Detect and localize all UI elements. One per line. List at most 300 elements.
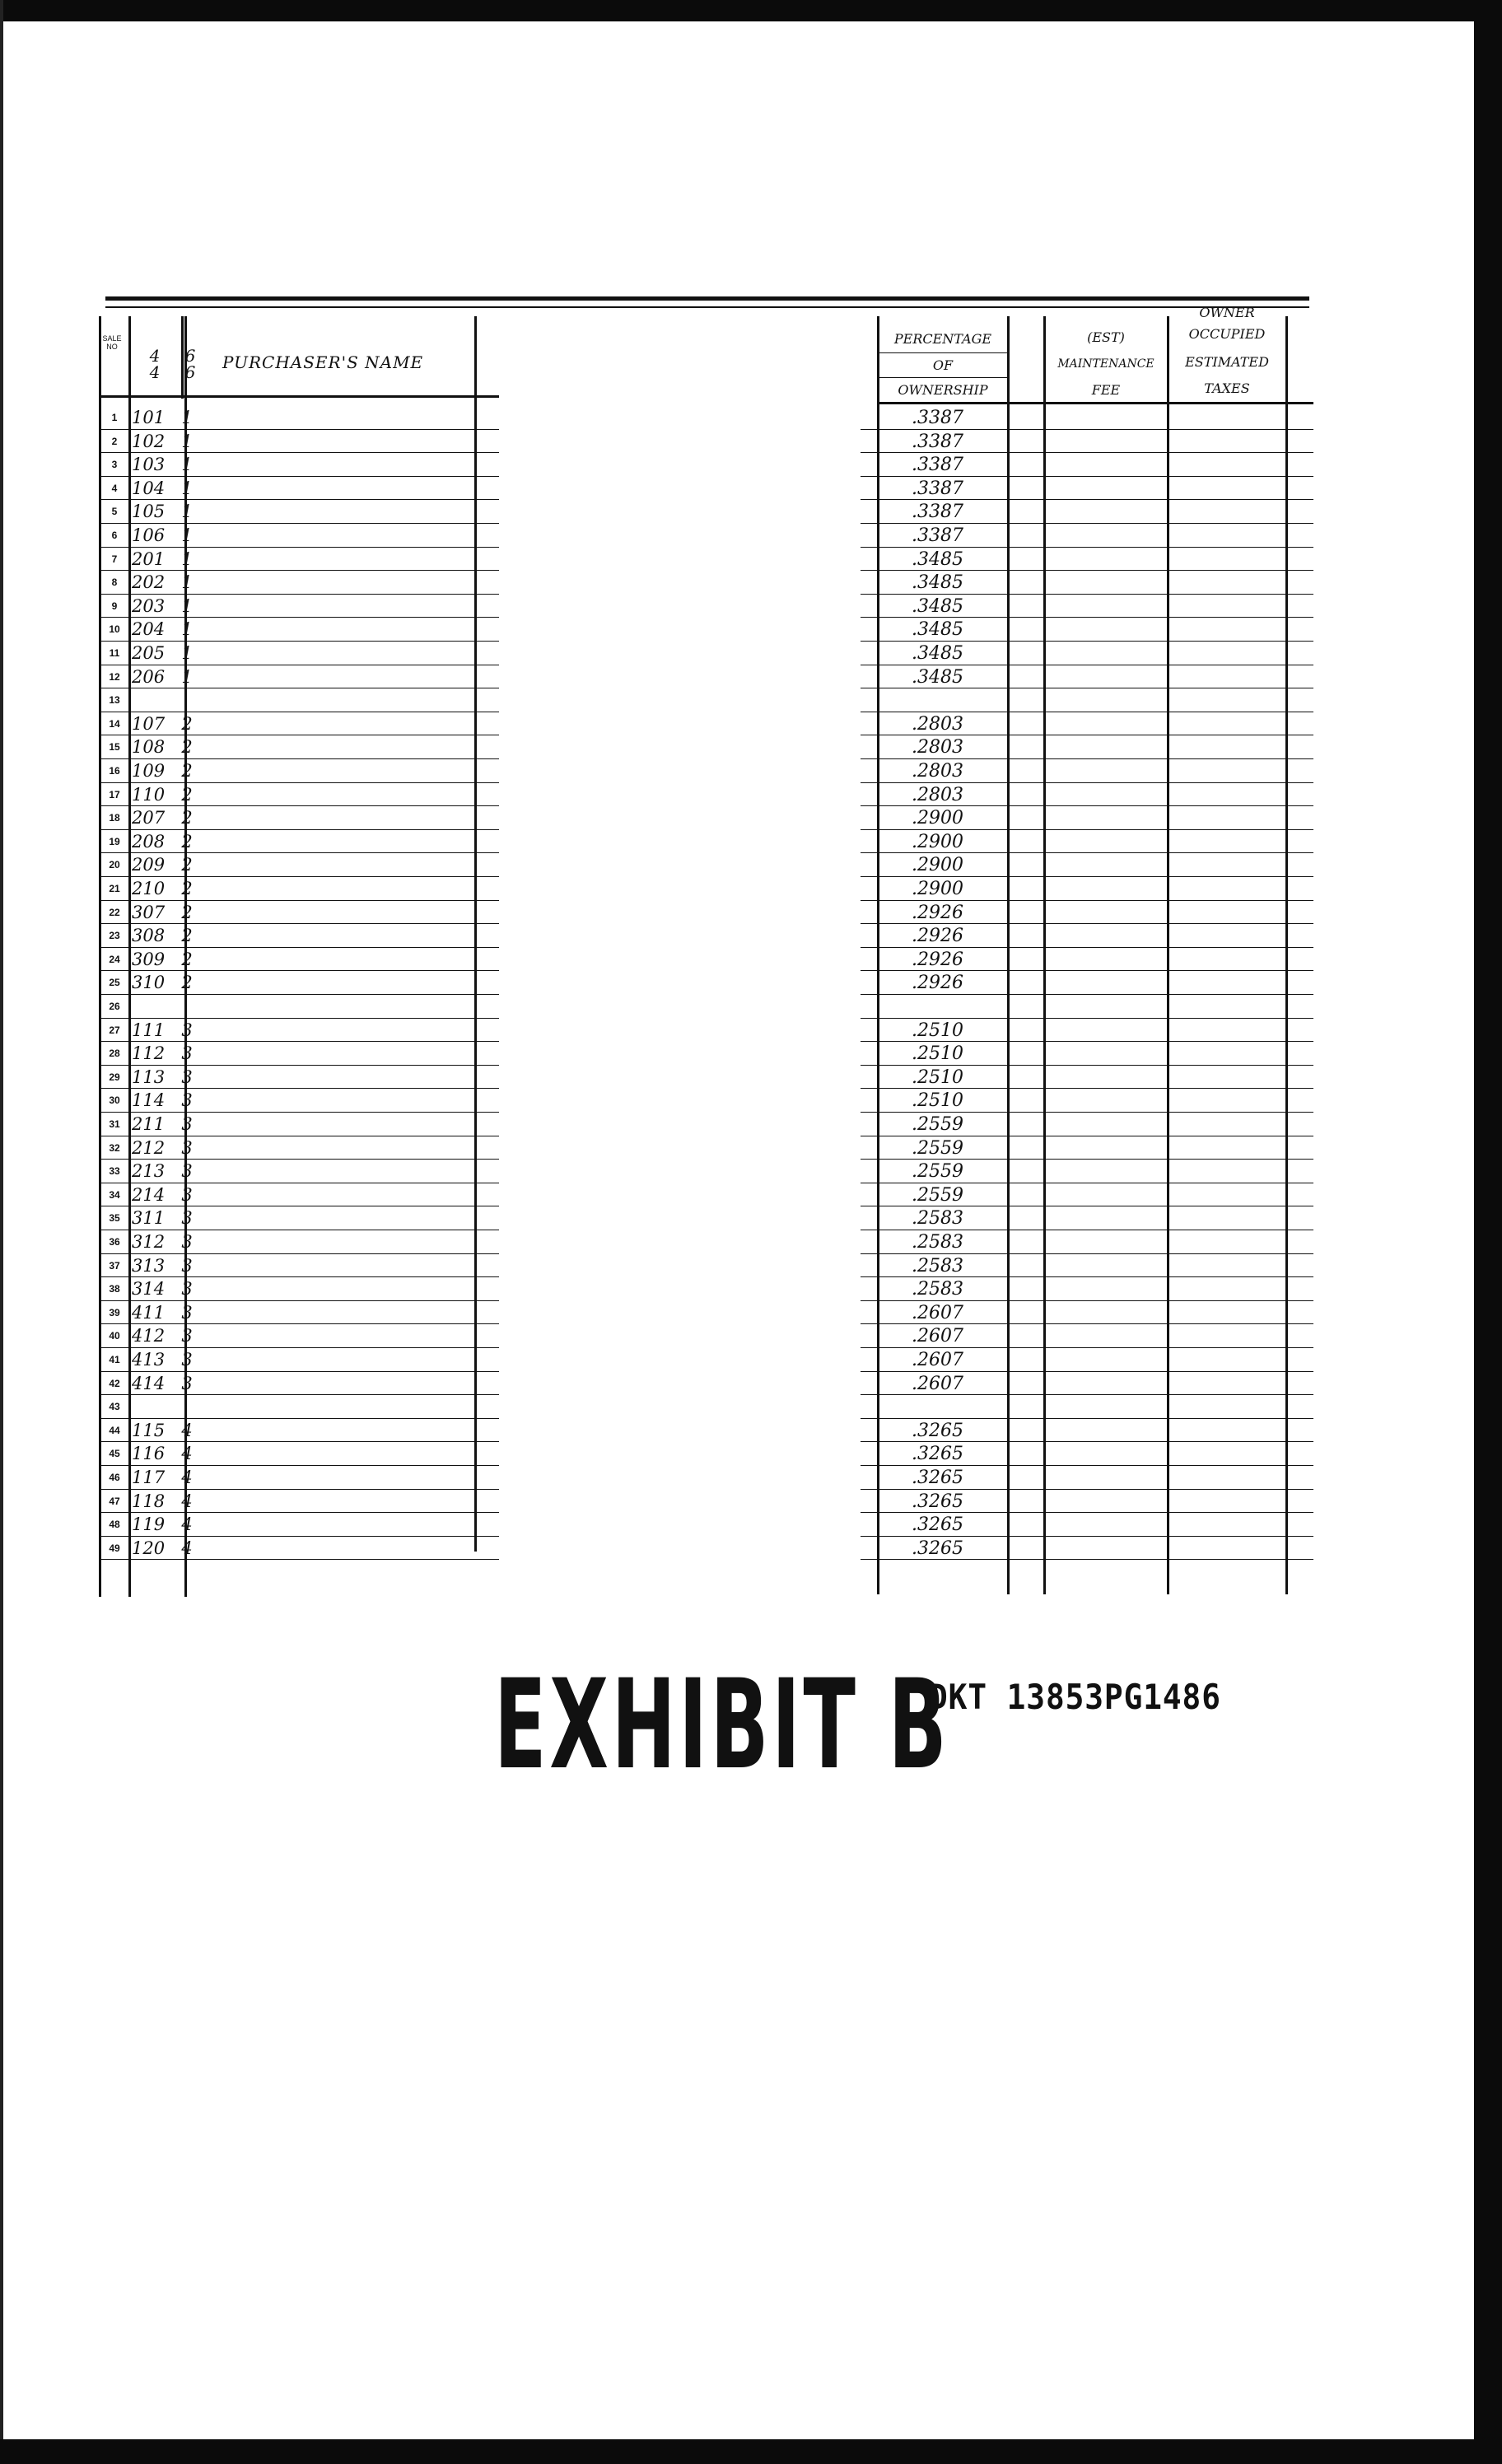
ledger-building-number: 3 <box>181 1208 193 1229</box>
ledger-row-number: 49 <box>109 1542 120 1554</box>
ledger-unit-number: 202 <box>132 572 166 593</box>
ledger-row-rule <box>99 1418 499 1419</box>
ledger-unit-number: 208 <box>132 831 166 852</box>
ledger-row-number: 8 <box>111 576 118 589</box>
ledger-unit-number: 213 <box>132 1161 166 1182</box>
ledger-unit-number: 210 <box>132 879 166 898</box>
ledger-row-number: 23 <box>109 930 120 942</box>
ownership-percentage: .3387 <box>912 408 963 428</box>
ownership-percentage: .2803 <box>912 761 963 782</box>
ledger-building-number: 1 <box>181 525 193 545</box>
ledger-row-rule <box>99 994 499 995</box>
ledger-left-border <box>99 316 101 1597</box>
ledger-row-number: 26 <box>109 1001 120 1012</box>
ledger-unit-number: 211 <box>132 1114 166 1134</box>
ledger-building-number: 3 <box>181 1090 193 1111</box>
ownership-percentage: .2583 <box>912 1208 963 1230</box>
ledger-row-rule <box>99 900 499 901</box>
scan-edge-bottom <box>0 2439 1502 2464</box>
ledger-building-number: 3 <box>181 1161 193 1182</box>
own-row-rule <box>861 547 1313 548</box>
ledger-unit-number: 313 <box>132 1255 166 1276</box>
ledger-row-rule <box>99 547 499 548</box>
own-row-rule <box>861 1394 1313 1395</box>
own-row-rule <box>861 1347 1313 1348</box>
own-row-rule <box>861 641 1313 642</box>
pct-header-3: OWNERSHIP <box>898 382 988 398</box>
own-row-rule <box>861 594 1313 595</box>
ledger-row-number: 7 <box>111 553 118 565</box>
ledger-row-number: 38 <box>109 1283 120 1295</box>
ownership-percentage: .2900 <box>912 879 963 899</box>
own-col-divider-3 <box>1167 316 1169 1594</box>
ledger-building-number: 2 <box>181 855 193 875</box>
ledger-row-rule <box>99 1018 499 1019</box>
ledger-unit-number: 214 <box>132 1184 166 1205</box>
ownership-percentage: .2583 <box>912 1255 963 1276</box>
ledger-row-number: 16 <box>109 765 120 777</box>
ownership-percentage: .2510 <box>912 1066 963 1088</box>
own-row-rule <box>861 1418 1313 1419</box>
ledger-unit-number: 204 <box>132 619 166 640</box>
pct-header-2: OF <box>932 357 954 373</box>
ledger-unit-number: 207 <box>132 808 166 828</box>
ownership-percentage: .3387 <box>912 502 963 523</box>
ledger-unit-number: 105 <box>132 502 166 522</box>
ledger-building-number: 2 <box>181 926 193 946</box>
ledger-unit-number: 308 <box>132 926 166 946</box>
ledger-unit-number: 205 <box>132 643 166 663</box>
ledger-row-number: 20 <box>109 859 120 871</box>
ledger-row-number: 15 <box>109 741 120 754</box>
ledger-row-number: 13 <box>109 694 120 707</box>
ledger-row-number: 11 <box>109 647 120 659</box>
ledger-row-number: 48 <box>109 1519 120 1531</box>
ownership-percentage: .2559 <box>912 1161 963 1183</box>
own-row-rule <box>861 1536 1313 1537</box>
own-row-rule <box>861 1512 1313 1513</box>
ledger-row-number: 10 <box>109 623 120 636</box>
header-rule-top <box>105 296 1309 301</box>
own-row-rule <box>861 805 1313 806</box>
own-row-rule <box>861 1041 1313 1042</box>
ledger-building-number: 4 <box>181 1420 193 1440</box>
own-row-rule <box>861 1300 1313 1301</box>
ledger-row-number: 47 <box>109 1495 120 1507</box>
ownership-percentage: .3485 <box>912 548 963 570</box>
ledger-building-number: 1 <box>181 408 193 427</box>
scan-edge-left <box>0 0 3 2464</box>
ledger-row-number: 14 <box>109 717 120 730</box>
ownership-percentage: .2926 <box>912 973 963 994</box>
ledger-building-number: 3 <box>181 1232 193 1252</box>
ledger-row-rule <box>99 1323 499 1324</box>
ledger-unit-number: 413 <box>132 1350 166 1370</box>
own-row-rule <box>861 523 1313 524</box>
ledger-row-number: 44 <box>109 1424 120 1436</box>
ownership-percentage: .3387 <box>912 478 963 499</box>
ledger-building-number: 2 <box>181 761 193 781</box>
ledger-row-rule <box>99 523 499 524</box>
ownership-percentage: .2559 <box>912 1184 963 1206</box>
tax-header-3: ESTIMATED <box>1185 354 1269 370</box>
own-header-rule-2 <box>877 377 1007 378</box>
own-row-rule <box>861 876 1313 877</box>
ledger-row-number: 37 <box>109 1259 120 1272</box>
tax-header-2: OCCUPIED <box>1188 326 1266 342</box>
ownership-percentage: .2900 <box>912 855 963 876</box>
fee-header-3: FEE <box>1091 382 1121 398</box>
ledger-row-rule <box>99 1347 499 1348</box>
ledger-row-rule <box>99 876 499 877</box>
ledger-header-rule <box>99 395 499 398</box>
ledger-building-number: 1 <box>181 478 193 498</box>
ledger-unit-number: 116 <box>132 1444 166 1464</box>
ownership-percentage: .2900 <box>912 808 963 829</box>
ledger-building-number: 2 <box>181 808 193 828</box>
ledger-row-number: 21 <box>109 883 120 894</box>
ledger-row-number: 36 <box>109 1236 120 1248</box>
ledger-unit-number: 108 <box>132 737 166 758</box>
ledger-row-rule <box>99 1253 499 1254</box>
ownership-percentage: .3485 <box>912 572 963 594</box>
ownership-percentage: .2510 <box>912 1020 963 1041</box>
own-row-rule <box>861 1489 1313 1490</box>
ledger-unit-number: 212 <box>132 1137 166 1158</box>
ownership-percentage: .2559 <box>912 1137 963 1159</box>
ledger-building-number: 4 <box>181 1538 193 1558</box>
ledger-row-number: 39 <box>109 1306 120 1318</box>
ledger-row-rule <box>99 1159 499 1160</box>
ownership-percentage: .2900 <box>912 831 963 852</box>
ledger-row-rule <box>99 1300 499 1301</box>
ownership-percentage: .2559 <box>912 1114 963 1135</box>
ledger-unit-number: 103 <box>132 455 166 475</box>
ownership-percentage: .2926 <box>912 926 963 947</box>
ownership-percentage: .3387 <box>912 455 963 476</box>
ledger-row-rule <box>99 570 499 571</box>
ledger-row-number: 41 <box>109 1354 120 1365</box>
ledger-unit-number: 209 <box>132 855 166 875</box>
own-row-rule <box>861 1276 1313 1277</box>
ledger-row-rule <box>99 1512 499 1513</box>
ownership-percentage: .2607 <box>912 1373 963 1394</box>
ownership-percentage: .2583 <box>912 1279 963 1300</box>
ledger-row-rule <box>99 1441 499 1442</box>
ledger-row-rule <box>99 829 499 830</box>
own-row-rule <box>861 1253 1313 1254</box>
ledger-row-rule <box>99 1276 499 1277</box>
ledger-unit-number: 120 <box>132 1538 166 1558</box>
ledger-unit-number: 102 <box>132 431 166 451</box>
own-row-rule <box>861 499 1313 500</box>
ledger-row-number: 5 <box>111 506 118 518</box>
own-row-rule <box>861 758 1313 759</box>
ownership-percentage: .3485 <box>912 595 963 617</box>
ledger-row-number: 43 <box>109 1401 120 1413</box>
ledger-row-rule <box>99 476 499 477</box>
own-row-rule <box>861 452 1313 453</box>
ownership-percentage: .3387 <box>912 431 963 452</box>
ledger-unit-number: 206 <box>132 666 166 687</box>
ownership-percentage: .3485 <box>912 666 963 688</box>
ledger-building-number: 1 <box>181 643 193 663</box>
ledger-row-number: 45 <box>109 1448 120 1460</box>
ownership-percentage: .3485 <box>912 643 963 664</box>
ledger-building-number: 2 <box>181 949 193 969</box>
ledger-row-number: 22 <box>109 906 120 918</box>
own-left-border <box>877 316 879 1594</box>
own-row-rule <box>861 852 1313 853</box>
ledger-unit-number: 101 <box>132 408 166 427</box>
ledger-unit-number: 110 <box>132 784 166 805</box>
ledger-row-rule <box>99 1536 499 1537</box>
own-col-divider-1 <box>1007 316 1010 1594</box>
ownership-percentage: .2803 <box>912 784 963 805</box>
ledger-row-rule <box>99 1112 499 1113</box>
ledger-building-number: 4 <box>181 1514 193 1535</box>
ownership-percentage: .3265 <box>912 1514 963 1536</box>
ledger-building-number: 1 <box>181 455 193 475</box>
ledger-unit-number: 312 <box>132 1232 166 1252</box>
ledger-building-number: 1 <box>181 502 193 522</box>
own-col-divider-4 <box>1285 316 1288 1594</box>
own-row-rule <box>861 1465 1313 1466</box>
ledger-row-number: 1 <box>111 412 118 423</box>
own-row-rule <box>861 570 1313 571</box>
ledger-right-border <box>474 316 477 1552</box>
own-row-rule <box>861 1323 1313 1324</box>
ledger-row-rule <box>99 758 499 759</box>
ledger-row-rule <box>99 429 499 430</box>
ledger-unit-number: 314 <box>132 1279 166 1300</box>
ledger-header-col-b: 6 6 <box>184 346 196 382</box>
ledger-row-number: 19 <box>109 835 120 847</box>
ownership-percentage: .3387 <box>912 525 963 546</box>
ledger-unit-number: 107 <box>132 713 166 734</box>
own-row-rule <box>861 1159 1313 1160</box>
ledger-row-rule <box>99 1559 499 1560</box>
ownership-percentage: .2803 <box>912 737 963 758</box>
own-row-rule <box>861 1088 1313 1089</box>
own-col-divider-2 <box>1043 316 1046 1594</box>
ledger-unit-number: 201 <box>132 548 166 569</box>
ledger-building-number: 2 <box>181 831 193 852</box>
ownership-table <box>861 305 1313 1598</box>
ledger-building-number: 3 <box>181 1114 193 1134</box>
ledger-building-number: 3 <box>181 1043 193 1064</box>
ledger-building-number: 1 <box>181 572 193 593</box>
exhibit-label: EXHIBIT B <box>494 1654 950 1797</box>
ledger-row-number: 27 <box>109 1024 120 1036</box>
ownership-percentage: .2607 <box>912 1326 963 1347</box>
ownership-percentage: .2803 <box>912 713 963 735</box>
ledger-building-number: 3 <box>181 1350 193 1370</box>
ledger-row-number: 17 <box>109 788 120 800</box>
ledger-header-col-a: 4 4 <box>149 346 161 382</box>
ledger-row-number: 40 <box>109 1330 120 1342</box>
ledger-building-number: 3 <box>181 1184 193 1205</box>
unit-ledger-table <box>99 316 499 1601</box>
own-row-rule <box>861 617 1313 618</box>
ledger-building-number: 1 <box>181 548 193 569</box>
ledger-building-number: 4 <box>181 1468 193 1487</box>
ledger-row-number: 42 <box>109 1377 120 1389</box>
scan-edge-right <box>1474 0 1502 2464</box>
tax-header-4: TAXES <box>1204 380 1250 396</box>
fee-header-2: MAINTENANCE <box>1057 357 1154 371</box>
ledger-unit-number: 113 <box>132 1066 166 1087</box>
ownership-percentage: .2926 <box>912 949 963 970</box>
ownership-percentage: .2607 <box>912 1302 963 1323</box>
ledger-building-number: 3 <box>181 1302 193 1323</box>
own-row-rule <box>861 1371 1313 1372</box>
ledger-unit-number: 114 <box>132 1090 166 1111</box>
ledger-unit-number: 203 <box>132 595 166 616</box>
own-row-rule <box>861 476 1313 477</box>
ledger-row-rule <box>99 594 499 595</box>
ownership-percentage: .3265 <box>912 1444 963 1465</box>
fee-header-1: (EST) <box>1087 329 1125 345</box>
ledger-row-number: 31 <box>109 1118 120 1130</box>
ledger-row-rule <box>99 970 499 971</box>
ledger-col-divider-1 <box>128 316 131 1597</box>
ledger-row-rule <box>99 923 499 924</box>
own-row-rule <box>861 1112 1313 1113</box>
ledger-row-number: 24 <box>109 953 120 965</box>
ledger-row-rule <box>99 1041 499 1042</box>
own-header-rule-3 <box>877 402 1313 404</box>
ledger-unit-number: 117 <box>132 1468 166 1487</box>
ledger-row-number: 18 <box>109 812 120 824</box>
ledger-building-number: 3 <box>181 1279 193 1300</box>
ledger-row-rule <box>99 617 499 618</box>
ledger-row-rule <box>99 452 499 453</box>
own-row-rule <box>861 947 1313 948</box>
ownership-percentage: .2510 <box>912 1090 963 1112</box>
ledger-row-rule <box>99 1394 499 1395</box>
ledger-row-number: 4 <box>111 482 118 494</box>
ledger-building-number: 3 <box>181 1255 193 1276</box>
own-row-rule <box>861 1441 1313 1442</box>
ledger-side-header: SALE NO <box>102 334 122 351</box>
ledger-row-rule <box>99 805 499 806</box>
ledger-row-number: 9 <box>111 600 118 612</box>
ledger-row-number: 6 <box>111 530 118 541</box>
ownership-percentage: .2607 <box>912 1350 963 1370</box>
ledger-unit-number: 112 <box>132 1043 166 1064</box>
own-row-rule <box>861 1559 1313 1560</box>
ledger-unit-number: 309 <box>132 949 166 969</box>
ledger-building-number: 1 <box>181 666 193 687</box>
ledger-unit-number: 411 <box>132 1302 166 1323</box>
ledger-unit-number: 310 <box>132 973 166 993</box>
own-row-rule <box>861 782 1313 783</box>
ledger-row-rule <box>99 782 499 783</box>
ledger-building-number: 2 <box>181 902 193 922</box>
ownership-percentage: .3265 <box>912 1420 963 1441</box>
ledger-row-rule <box>99 852 499 853</box>
ledger-row-number: 32 <box>109 1141 120 1154</box>
ledger-row-number: 34 <box>109 1188 120 1201</box>
ledger-row-number: 12 <box>109 670 120 683</box>
ledger-unit-number: 307 <box>132 902 166 922</box>
ledger-row-number: 25 <box>109 977 120 989</box>
ledger-building-number: 2 <box>181 713 193 734</box>
ownership-percentage: .3265 <box>912 1468 963 1488</box>
ledger-unit-number: 104 <box>132 478 166 498</box>
ledger-building-number: 3 <box>181 1020 193 1040</box>
own-row-rule <box>861 994 1313 995</box>
ledger-unit-number: 119 <box>132 1514 166 1535</box>
ledger-building-number: 2 <box>181 784 193 805</box>
own-row-rule <box>861 429 1313 430</box>
ledger-row-rule <box>99 1371 499 1372</box>
ownership-percentage: .2926 <box>912 902 963 923</box>
ledger-row-rule <box>99 947 499 948</box>
tax-header-1: OWNER <box>1199 305 1255 320</box>
header-rule-bottom <box>105 306 1309 308</box>
ledger-unit-number: 115 <box>132 1420 166 1440</box>
ledger-building-number: 3 <box>181 1326 193 1346</box>
ledger-row-number: 33 <box>109 1165 120 1178</box>
ledger-building-number: 4 <box>181 1491 193 1511</box>
ledger-unit-number: 109 <box>132 761 166 781</box>
own-row-rule <box>861 1018 1313 1019</box>
ownership-percentage: .2583 <box>912 1232 963 1253</box>
pct-header-1: PERCENTAGE <box>893 331 992 347</box>
ledger-building-number: 3 <box>181 1066 193 1087</box>
own-row-rule <box>861 829 1313 830</box>
own-row-rule <box>861 900 1313 901</box>
docket-stamp: DKT 13853PG1486 <box>929 1677 1221 1717</box>
ledger-unit-number: 414 <box>132 1373 166 1393</box>
ledger-row-rule <box>99 1088 499 1089</box>
ledger-row-rule <box>99 1065 499 1066</box>
ownership-percentage: .2510 <box>912 1043 963 1065</box>
ownership-percentage: .3265 <box>912 1491 963 1512</box>
ledger-unit-number: 118 <box>132 1491 166 1511</box>
ledger-row-number: 3 <box>111 459 118 471</box>
ledger-unit-number: 412 <box>132 1326 166 1346</box>
ownership-percentage: .3265 <box>912 1538 963 1559</box>
ledger-building-number: 2 <box>181 879 193 898</box>
ledger-row-number: 30 <box>109 1094 120 1107</box>
ledger-building-number: 1 <box>181 595 193 616</box>
ledger-unit-number: 111 <box>132 1020 166 1040</box>
ledger-row-rule <box>99 499 499 500</box>
ledger-row-number: 46 <box>109 1472 120 1483</box>
ledger-building-number: 2 <box>181 973 193 993</box>
ledger-row-number: 35 <box>109 1212 120 1225</box>
ledger-building-number: 3 <box>181 1373 193 1393</box>
ledger-unit-number: 311 <box>132 1208 166 1229</box>
ledger-row-number: 2 <box>111 435 118 447</box>
own-row-rule <box>861 970 1313 971</box>
ledger-building-number: 3 <box>181 1137 193 1158</box>
ledger-row-number: 29 <box>109 1071 120 1083</box>
ledger-row-rule <box>99 1465 499 1466</box>
ledger-row-rule <box>99 641 499 642</box>
own-header-rule-1 <box>877 352 1007 353</box>
ledger-unit-number: 106 <box>132 525 166 545</box>
own-row-rule <box>861 1065 1313 1066</box>
ownership-percentage: .3485 <box>912 619 963 641</box>
ledger-row-rule <box>99 1489 499 1490</box>
ledger-building-number: 1 <box>181 619 193 640</box>
ledger-building-number: 4 <box>181 1444 193 1464</box>
ledger-row-number: 28 <box>109 1048 120 1060</box>
